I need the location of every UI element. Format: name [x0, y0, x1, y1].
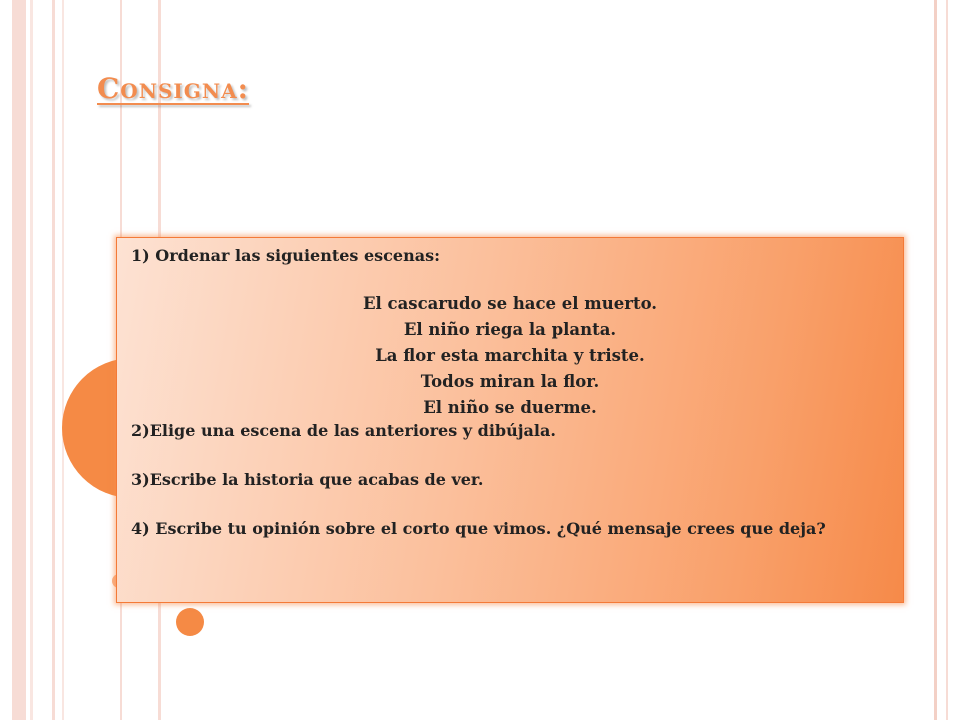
- decorative-stripe: [12, 0, 26, 720]
- instruction-2: 2)Elige una escena de las anteriores y dibújala.: [131, 421, 556, 440]
- instructions-box: [116, 237, 904, 603]
- scene-item: El cascarudo se hace el muerto.: [362, 294, 658, 313]
- spacer: [131, 440, 889, 470]
- scene-item: Todos miran la flor.: [420, 372, 600, 391]
- decorative-stripe: [946, 0, 948, 720]
- decorative-stripe: [62, 0, 64, 720]
- decorative-stripe: [934, 0, 937, 720]
- spacer: [131, 265, 889, 291]
- decorative-circle-small: [176, 608, 204, 636]
- scene-item: El niño riega la planta.: [403, 320, 617, 339]
- spacer: [131, 489, 889, 519]
- decorative-stripe: [30, 0, 33, 720]
- instruction-3: 3)Escribe la historia que acabas de ver.: [131, 470, 484, 489]
- slide-title: Consigna:: [97, 72, 250, 105]
- decorative-stripe: [52, 0, 55, 720]
- scene-item: La flor esta marchita y triste.: [375, 346, 645, 365]
- scene-item: El niño se duerme.: [423, 398, 597, 417]
- instruction-1: 1) Ordenar las siguientes escenas:: [131, 246, 440, 265]
- instruction-4: 4) Escribe tu opinión sobre el corto que vimos. ¿Qué mensaje crees que deja?: [131, 519, 826, 538]
